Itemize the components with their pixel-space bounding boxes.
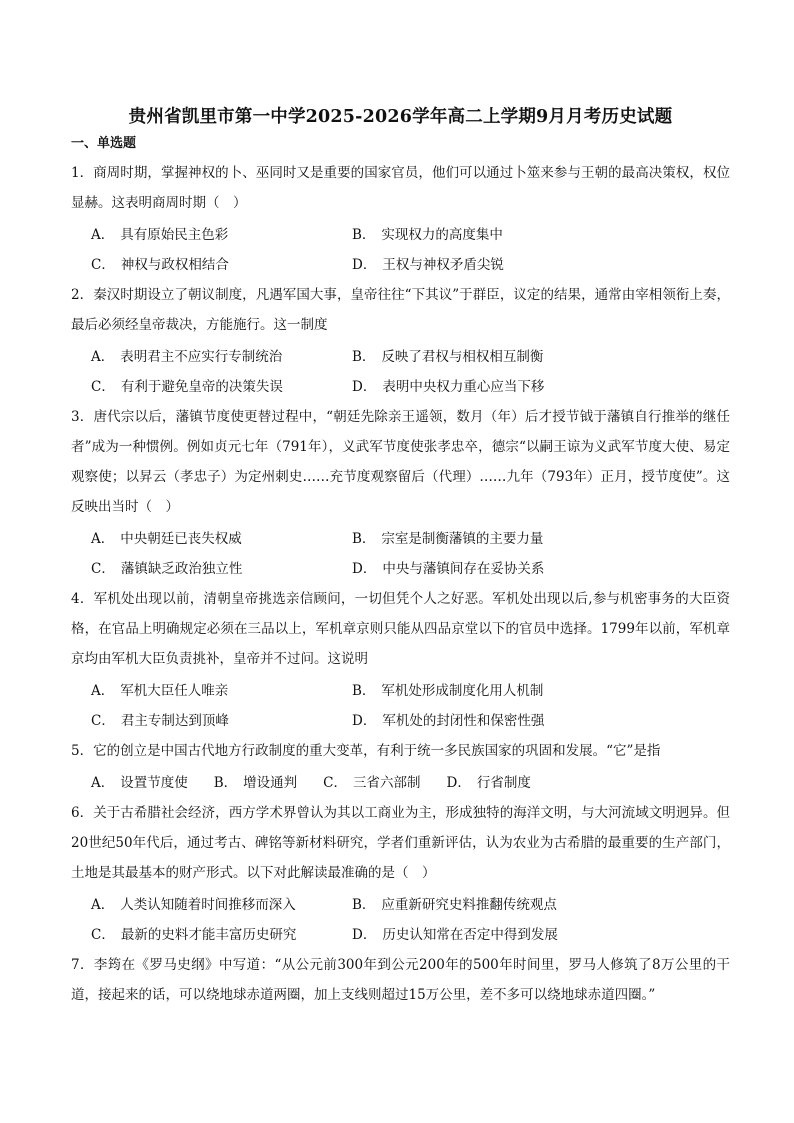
- question-item: [71, 280, 730, 400]
- question-number: 6．: [71, 805, 94, 821]
- option-letter: A．: [91, 349, 115, 365]
- option-row: [91, 766, 730, 796]
- answer-option: [91, 253, 352, 273]
- question-number: 4．: [71, 591, 94, 607]
- question-text: 李筠在《罗马史纲》中写道：“从公元前300年到公元200年的500年时间里，罗马人修筑了8万公里的干道，接起来的话，可以绕地球赤道两圈，加上支线则超过15万公里，差不多可以绕地球赤道四圈。”: [71, 957, 730, 1003]
- question-text: 唐代宗以后，藩镇节度使更替过程中，“朝廷先除亲王遥领，数月（年）后才授节钺于藩镇自行推举的继任者”成为一种惯例。例如贞元七年（791年），义武军节度使张孝忠卒，德宗“以嗣王谅为义武军节度大使、易定观察使；以昇云（孝忠子）为定州刺史……充节度观察留后（代理）……九年（793年）正月，授节度使”。这反映出当时（ ）: [71, 409, 730, 515]
- option-text: 王权与神权矛盾尖锐: [382, 257, 504, 273]
- option-row: [91, 522, 730, 552]
- option-text: 有利于避免皇帝的决策失误: [120, 379, 283, 395]
- option-group: [71, 888, 730, 948]
- option-letter: B．: [352, 531, 376, 547]
- answer-option: [91, 709, 352, 729]
- question-text: 商周时期，掌握神权的卜、巫同时又是重要的国家官员，他们可以通过卜筮来参与王朝的最高决策权，权位显赫。这表明商周时期（ ）: [71, 165, 731, 211]
- option-letter: C．: [91, 927, 115, 943]
- question-text: 军机处出现以前，清朝皇帝挑选亲信顾问，一切但凭个人之好恶。军机处出现以后,参与机密事务的大臣资格，在官品上明确规定必须在三品以上，军机章京则只能从四品京堂以下的官员中选择。1799年以前，军机章京均由军机大臣负责挑补，皇帝并不过问。这说明: [71, 591, 730, 667]
- question-number: 1．: [71, 165, 94, 181]
- option-text: 表明君主不应实行专制统治: [120, 349, 283, 365]
- option-letter: C．: [323, 775, 348, 791]
- option-group: [71, 766, 730, 796]
- answer-option: [352, 223, 613, 243]
- question-item: [71, 158, 730, 278]
- answer-option: [352, 345, 613, 365]
- exam-title: 贵州省凯里市第一中学2025-2026学年高二上学期9月月考历史试题: [128, 107, 673, 127]
- option-group: [71, 522, 730, 582]
- option-letter: D．: [352, 561, 377, 577]
- option-text: 君主专制达到顶峰: [120, 713, 229, 729]
- question-number: 2．: [71, 287, 94, 303]
- option-row: [91, 340, 730, 370]
- option-row: [91, 248, 730, 278]
- option-text: 宗室是制衡藩镇的主要力量: [381, 531, 544, 547]
- option-letter: A．: [91, 531, 115, 547]
- question-item: [71, 950, 730, 1010]
- answer-option: [214, 771, 297, 791]
- option-row: [91, 888, 730, 918]
- answer-option: [352, 893, 613, 913]
- option-letter: C．: [91, 379, 115, 395]
- question-item: [71, 402, 730, 582]
- answer-option: [352, 923, 613, 943]
- option-letter: D．: [352, 379, 377, 395]
- option-text: 军机处形成制度化用人机制: [381, 683, 544, 699]
- answer-option: [352, 375, 613, 395]
- answer-option: [447, 771, 531, 791]
- answer-option: [91, 345, 352, 365]
- option-text: 三省六部制: [353, 775, 421, 791]
- answer-option: [91, 223, 352, 243]
- option-text: 增设通判: [243, 775, 298, 791]
- question-item: [71, 584, 730, 734]
- option-group: [71, 340, 730, 400]
- answer-option: [352, 253, 613, 273]
- option-letter: D．: [446, 775, 471, 791]
- option-text: 表明中央权力重心应当下移: [382, 379, 545, 395]
- answer-option: [91, 679, 352, 699]
- option-row: [91, 918, 730, 948]
- option-letter: D．: [352, 713, 377, 729]
- option-letter: B．: [352, 683, 376, 699]
- option-letter: A．: [91, 897, 115, 913]
- question-stem: [71, 402, 730, 522]
- answer-option: [91, 375, 352, 395]
- option-text: 神权与政权相结合: [120, 257, 229, 273]
- section-heading: 一、单选题: [71, 136, 137, 151]
- answer-option: [91, 923, 352, 943]
- option-row: [91, 218, 730, 248]
- question-stem: [71, 950, 730, 1010]
- question-text: 秦汉时期设立了朝议制度，凡遇军国大事，皇帝往往“下其议”于群臣，议定的结果，通常由宰相领衔上奏，最后必须经皇帝裁决，方能施行。这一制度: [71, 287, 730, 333]
- option-letter: B．: [352, 349, 376, 365]
- question-number: 5．: [71, 743, 94, 759]
- option-row: [91, 552, 730, 582]
- option-group: [71, 674, 730, 734]
- option-text: 设置节度使: [120, 775, 188, 791]
- option-text: 军机大臣任人唯亲: [120, 683, 229, 699]
- option-letter: C．: [91, 257, 115, 273]
- answer-option: [91, 771, 188, 791]
- option-group: [71, 218, 730, 278]
- option-text: 藩镇缺乏政治独立性: [120, 561, 243, 577]
- option-letter: A．: [91, 775, 115, 791]
- answer-option: [352, 557, 613, 577]
- question-number: 7．: [71, 957, 94, 973]
- answer-option: [91, 893, 352, 913]
- answer-option: [352, 679, 613, 699]
- question-stem: [71, 158, 730, 218]
- question-list: [71, 158, 730, 1010]
- question-stem: [71, 736, 730, 766]
- question-stem: [71, 798, 730, 888]
- option-letter: B．: [352, 227, 376, 243]
- option-text: 历史认知常在否定中得到发展: [382, 927, 558, 943]
- option-text: 应重新研究史料推翻传统观点: [381, 897, 557, 913]
- question-text: 它的创立是中国古代地方行政制度的重大变革，有利于统一多民族国家的巩固和发展。“它”是指: [93, 743, 661, 759]
- option-text: 实现权力的高度集中: [381, 227, 503, 243]
- option-letter: A．: [91, 683, 115, 699]
- option-text: 中央与藩镇间存在妥协关系: [382, 561, 545, 577]
- answer-option: [91, 557, 352, 577]
- question-item: [71, 736, 730, 796]
- option-text: 具有原始民主色彩: [120, 227, 229, 243]
- answer-option: [91, 527, 352, 547]
- answer-option: [352, 709, 613, 729]
- option-text: 中央朝廷已丧失权威: [120, 531, 242, 547]
- option-text: 人类认知随着时间推移而深入: [120, 897, 296, 913]
- option-letter: D．: [352, 927, 377, 943]
- option-letter: A．: [91, 227, 115, 243]
- option-text: 军机处的封闭性和保密性强: [382, 713, 545, 729]
- answer-option: [352, 527, 613, 547]
- option-text: 行省制度: [476, 775, 531, 791]
- answer-option: [323, 771, 420, 791]
- question-stem: [71, 584, 730, 674]
- option-letter: B．: [213, 775, 238, 791]
- question-number: 3．: [71, 409, 94, 425]
- option-text: 反映了君权与相权相互制衡: [381, 349, 544, 365]
- option-letter: D．: [352, 257, 377, 273]
- option-row: [91, 370, 730, 400]
- option-row: [91, 704, 730, 734]
- option-letter: C．: [91, 713, 115, 729]
- question-text: 关于古希腊社会经济，西方学术界曾认为其以工商业为主，形成独特的海洋文明，与大河流域文明迥异。但20世纪50年代后，通过考古、碑铭等新材料研究，学者们重新评估，认为农业为古希腊的最重要的生产部门，土地是其最基本的财产形式。以下对此解读最准确的是（ ）: [71, 805, 731, 881]
- option-row: [91, 674, 730, 704]
- option-letter: C．: [91, 561, 115, 577]
- option-text: 最新的史料才能丰富历史研究: [120, 927, 297, 943]
- question-stem: [71, 280, 730, 340]
- question-item: [71, 798, 730, 948]
- option-letter: B．: [352, 897, 376, 913]
